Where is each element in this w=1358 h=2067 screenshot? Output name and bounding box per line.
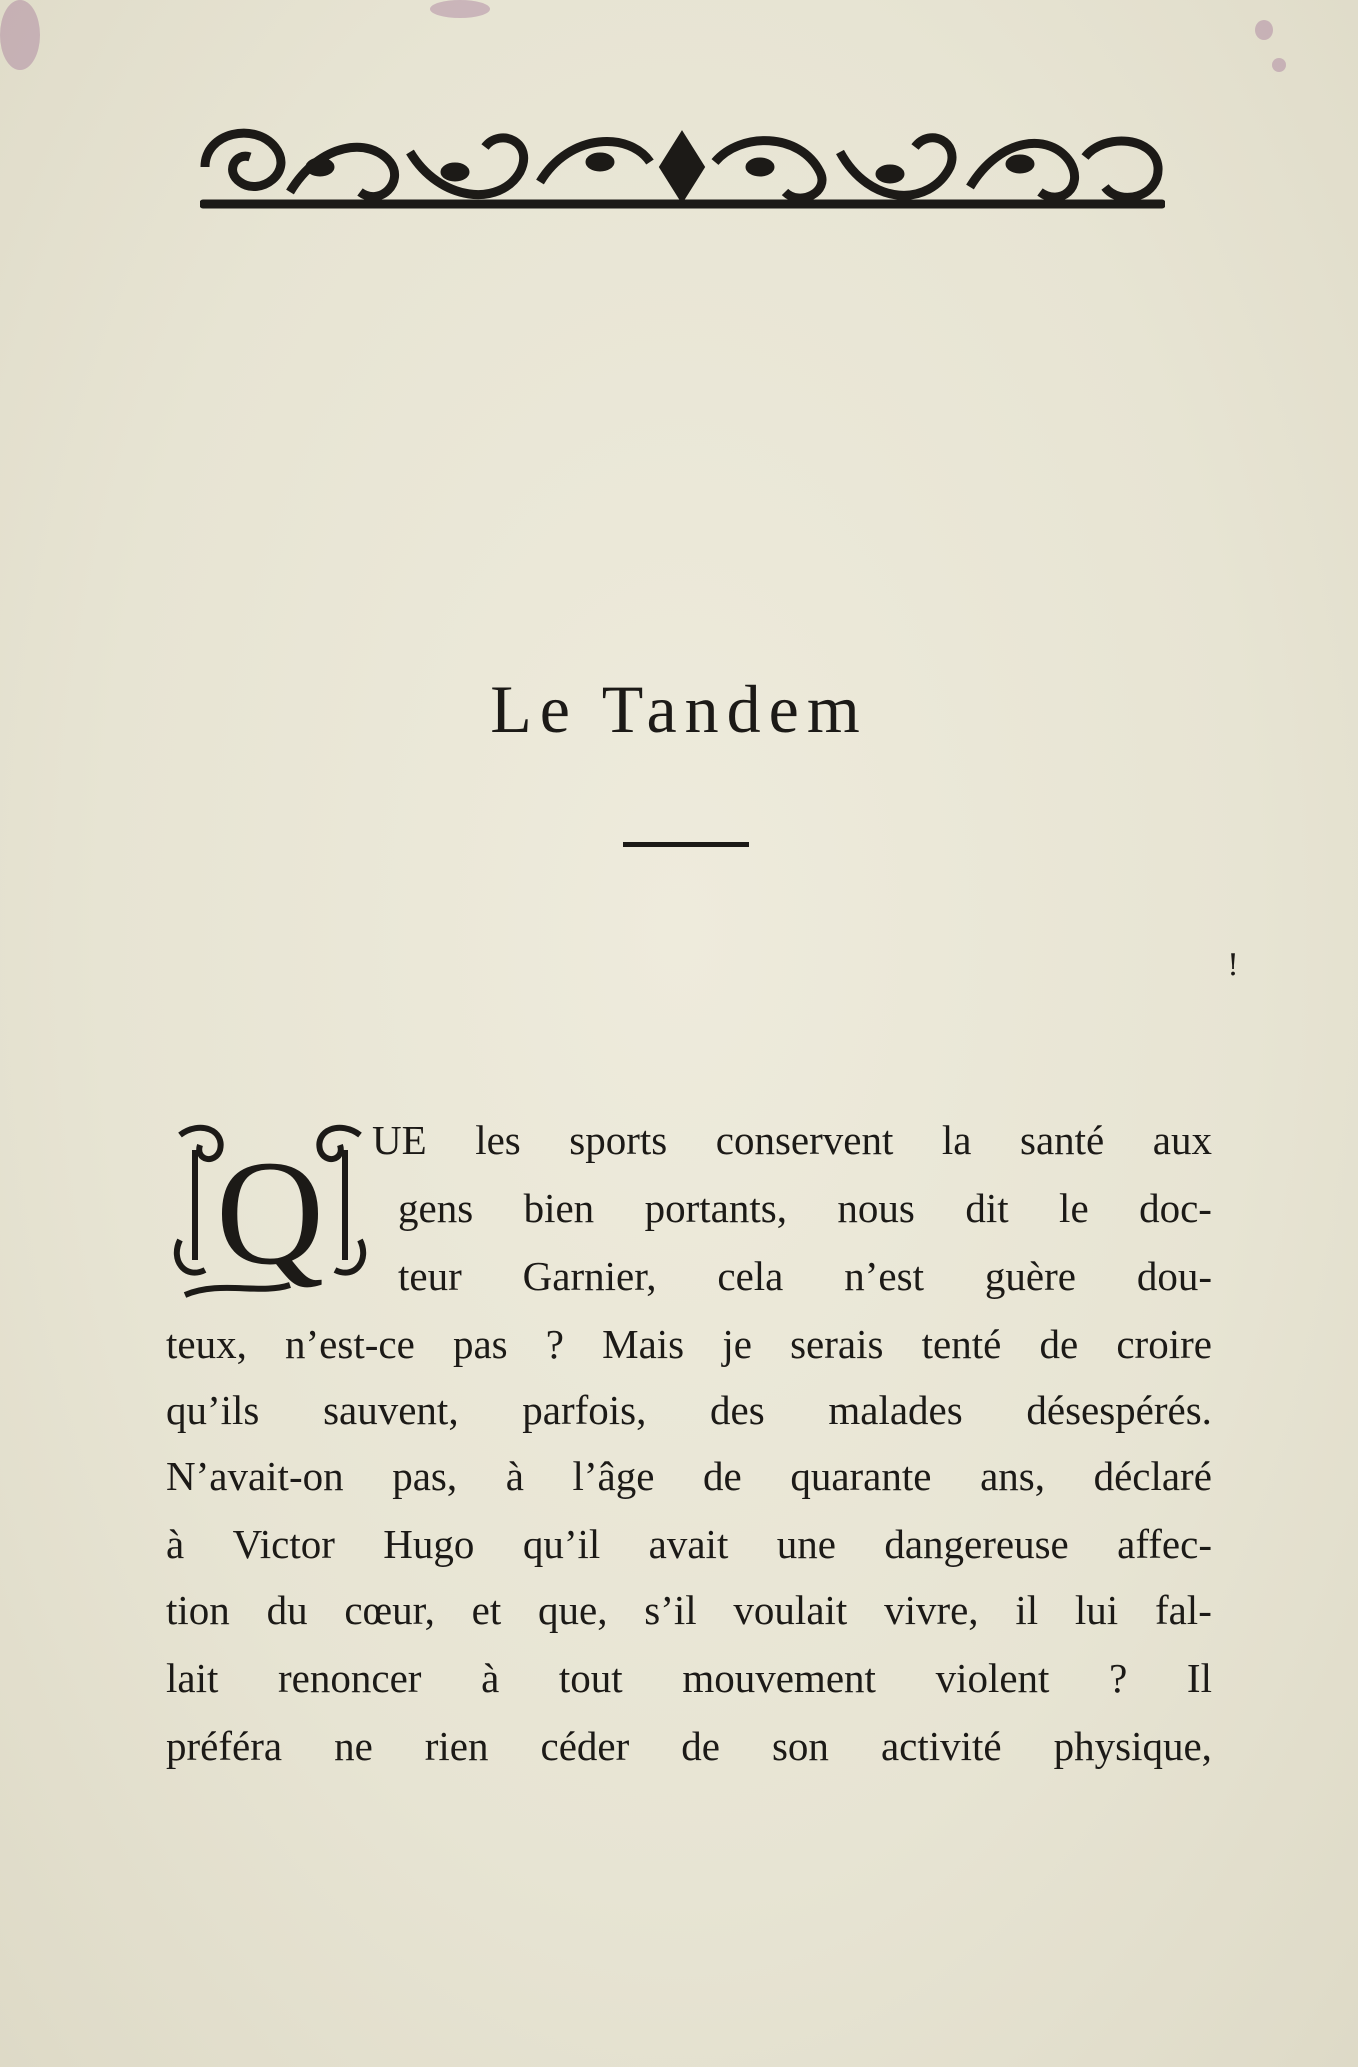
word: rien	[424, 1723, 489, 1769]
line-words	[166, 1716, 1212, 1776]
ink-stain	[430, 0, 490, 18]
word: à	[481, 1655, 500, 1701]
word: doc-	[1139, 1185, 1212, 1231]
line-words	[398, 1178, 1212, 1238]
word: santé	[1020, 1117, 1105, 1163]
line-words	[398, 1246, 1212, 1306]
word: fal-	[1154, 1587, 1212, 1633]
header-ornament	[200, 112, 1165, 222]
dropcap	[170, 1120, 370, 1305]
stray-mark: !	[1227, 948, 1240, 983]
word: dit	[965, 1185, 1009, 1231]
word: il	[1015, 1587, 1039, 1633]
ink-stain	[1255, 20, 1273, 40]
word: tenté	[921, 1321, 1002, 1367]
word: ne	[334, 1723, 373, 1769]
line-words	[166, 1314, 1212, 1374]
word: qu’il	[522, 1521, 601, 1567]
word: teux,	[166, 1321, 247, 1367]
word: pas,	[392, 1453, 458, 1499]
ink-stain	[1272, 58, 1286, 72]
word: UE	[372, 1117, 427, 1163]
word: vivre,	[884, 1587, 979, 1633]
word: de	[681, 1723, 720, 1769]
chapter-title: Le Tandem	[490, 671, 868, 747]
line-words	[166, 1580, 1212, 1640]
word: de	[703, 1453, 742, 1499]
line-words	[372, 1110, 1212, 1170]
word: sports	[569, 1117, 668, 1163]
paragraph-line	[398, 1178, 1212, 1238]
word: malades	[828, 1387, 963, 1433]
word: bien	[523, 1185, 595, 1231]
paragraph-line	[166, 1514, 1212, 1574]
word: son	[771, 1723, 829, 1769]
word: lait	[166, 1655, 219, 1701]
paragraph-line	[398, 1246, 1212, 1306]
word: Mais	[602, 1321, 685, 1367]
word: mouvement	[682, 1655, 876, 1701]
word: le	[1059, 1185, 1089, 1231]
word: tion	[166, 1587, 230, 1633]
ink-stain	[0, 0, 40, 70]
word: de	[1039, 1321, 1079, 1367]
word: cœur,	[344, 1587, 435, 1633]
title-rule	[623, 842, 749, 847]
paragraph-line	[166, 1580, 1212, 1640]
word: désespérés.	[1026, 1387, 1212, 1433]
word: croire	[1116, 1321, 1212, 1367]
word: conservent	[715, 1117, 894, 1163]
word: n’est	[844, 1253, 924, 1299]
word: renoncer	[278, 1655, 422, 1701]
word: Il	[1186, 1655, 1212, 1701]
line-words	[166, 1648, 1212, 1708]
word: des	[710, 1387, 765, 1433]
word: dou-	[1136, 1253, 1212, 1299]
line-words	[166, 1514, 1212, 1574]
word: avait	[648, 1521, 729, 1567]
word: parfois,	[522, 1387, 647, 1433]
word: l’âge	[572, 1453, 655, 1499]
word: n’est-ce	[285, 1321, 415, 1367]
word: une	[776, 1521, 836, 1567]
word: gens	[398, 1185, 474, 1231]
word: sauvent,	[323, 1387, 459, 1433]
word: teur	[398, 1253, 462, 1299]
word: que,	[538, 1587, 608, 1633]
word: physique,	[1053, 1723, 1212, 1769]
word: ?	[1109, 1655, 1128, 1701]
word: à	[505, 1453, 524, 1499]
paragraph-line	[166, 1314, 1212, 1374]
word: préféra	[166, 1723, 283, 1769]
word: s’il	[644, 1587, 697, 1633]
paragraph-line	[166, 1380, 1212, 1440]
word: céder	[540, 1723, 630, 1769]
line-words	[166, 1446, 1212, 1506]
word: dangereuse	[884, 1521, 1069, 1567]
paragraph-line	[166, 1716, 1212, 1776]
word: violent	[935, 1655, 1050, 1701]
word: déclaré	[1093, 1453, 1212, 1499]
word: quarante	[790, 1453, 932, 1499]
word: et	[471, 1587, 502, 1633]
paragraph-line	[372, 1110, 1212, 1170]
word: nous	[837, 1185, 915, 1231]
line-words	[166, 1380, 1212, 1440]
word: activité	[880, 1723, 1002, 1769]
word: Hugo	[383, 1521, 475, 1567]
word: cela	[717, 1253, 784, 1299]
word: tout	[558, 1655, 623, 1701]
word: affec-	[1117, 1521, 1212, 1567]
word: du	[266, 1587, 308, 1633]
word: je	[722, 1321, 752, 1367]
dropcap-letter: Q	[215, 1130, 325, 1296]
word: ans,	[980, 1453, 1045, 1499]
word: portants,	[644, 1185, 787, 1231]
word: aux	[1152, 1117, 1212, 1163]
word: la	[941, 1117, 972, 1163]
paragraph-line	[166, 1648, 1212, 1708]
word: ?	[545, 1321, 564, 1367]
word: Victor	[232, 1521, 335, 1567]
word: pas	[452, 1321, 508, 1367]
word: qu’ils	[166, 1387, 260, 1433]
word: lui	[1074, 1587, 1119, 1633]
paragraph-line	[166, 1446, 1212, 1506]
word: N’avait-on	[166, 1453, 344, 1499]
word: à	[166, 1521, 185, 1567]
word: serais	[790, 1321, 884, 1367]
word: les	[475, 1117, 521, 1163]
word: voulait	[733, 1587, 848, 1633]
word: guère	[984, 1253, 1076, 1299]
word: Garnier,	[522, 1253, 657, 1299]
